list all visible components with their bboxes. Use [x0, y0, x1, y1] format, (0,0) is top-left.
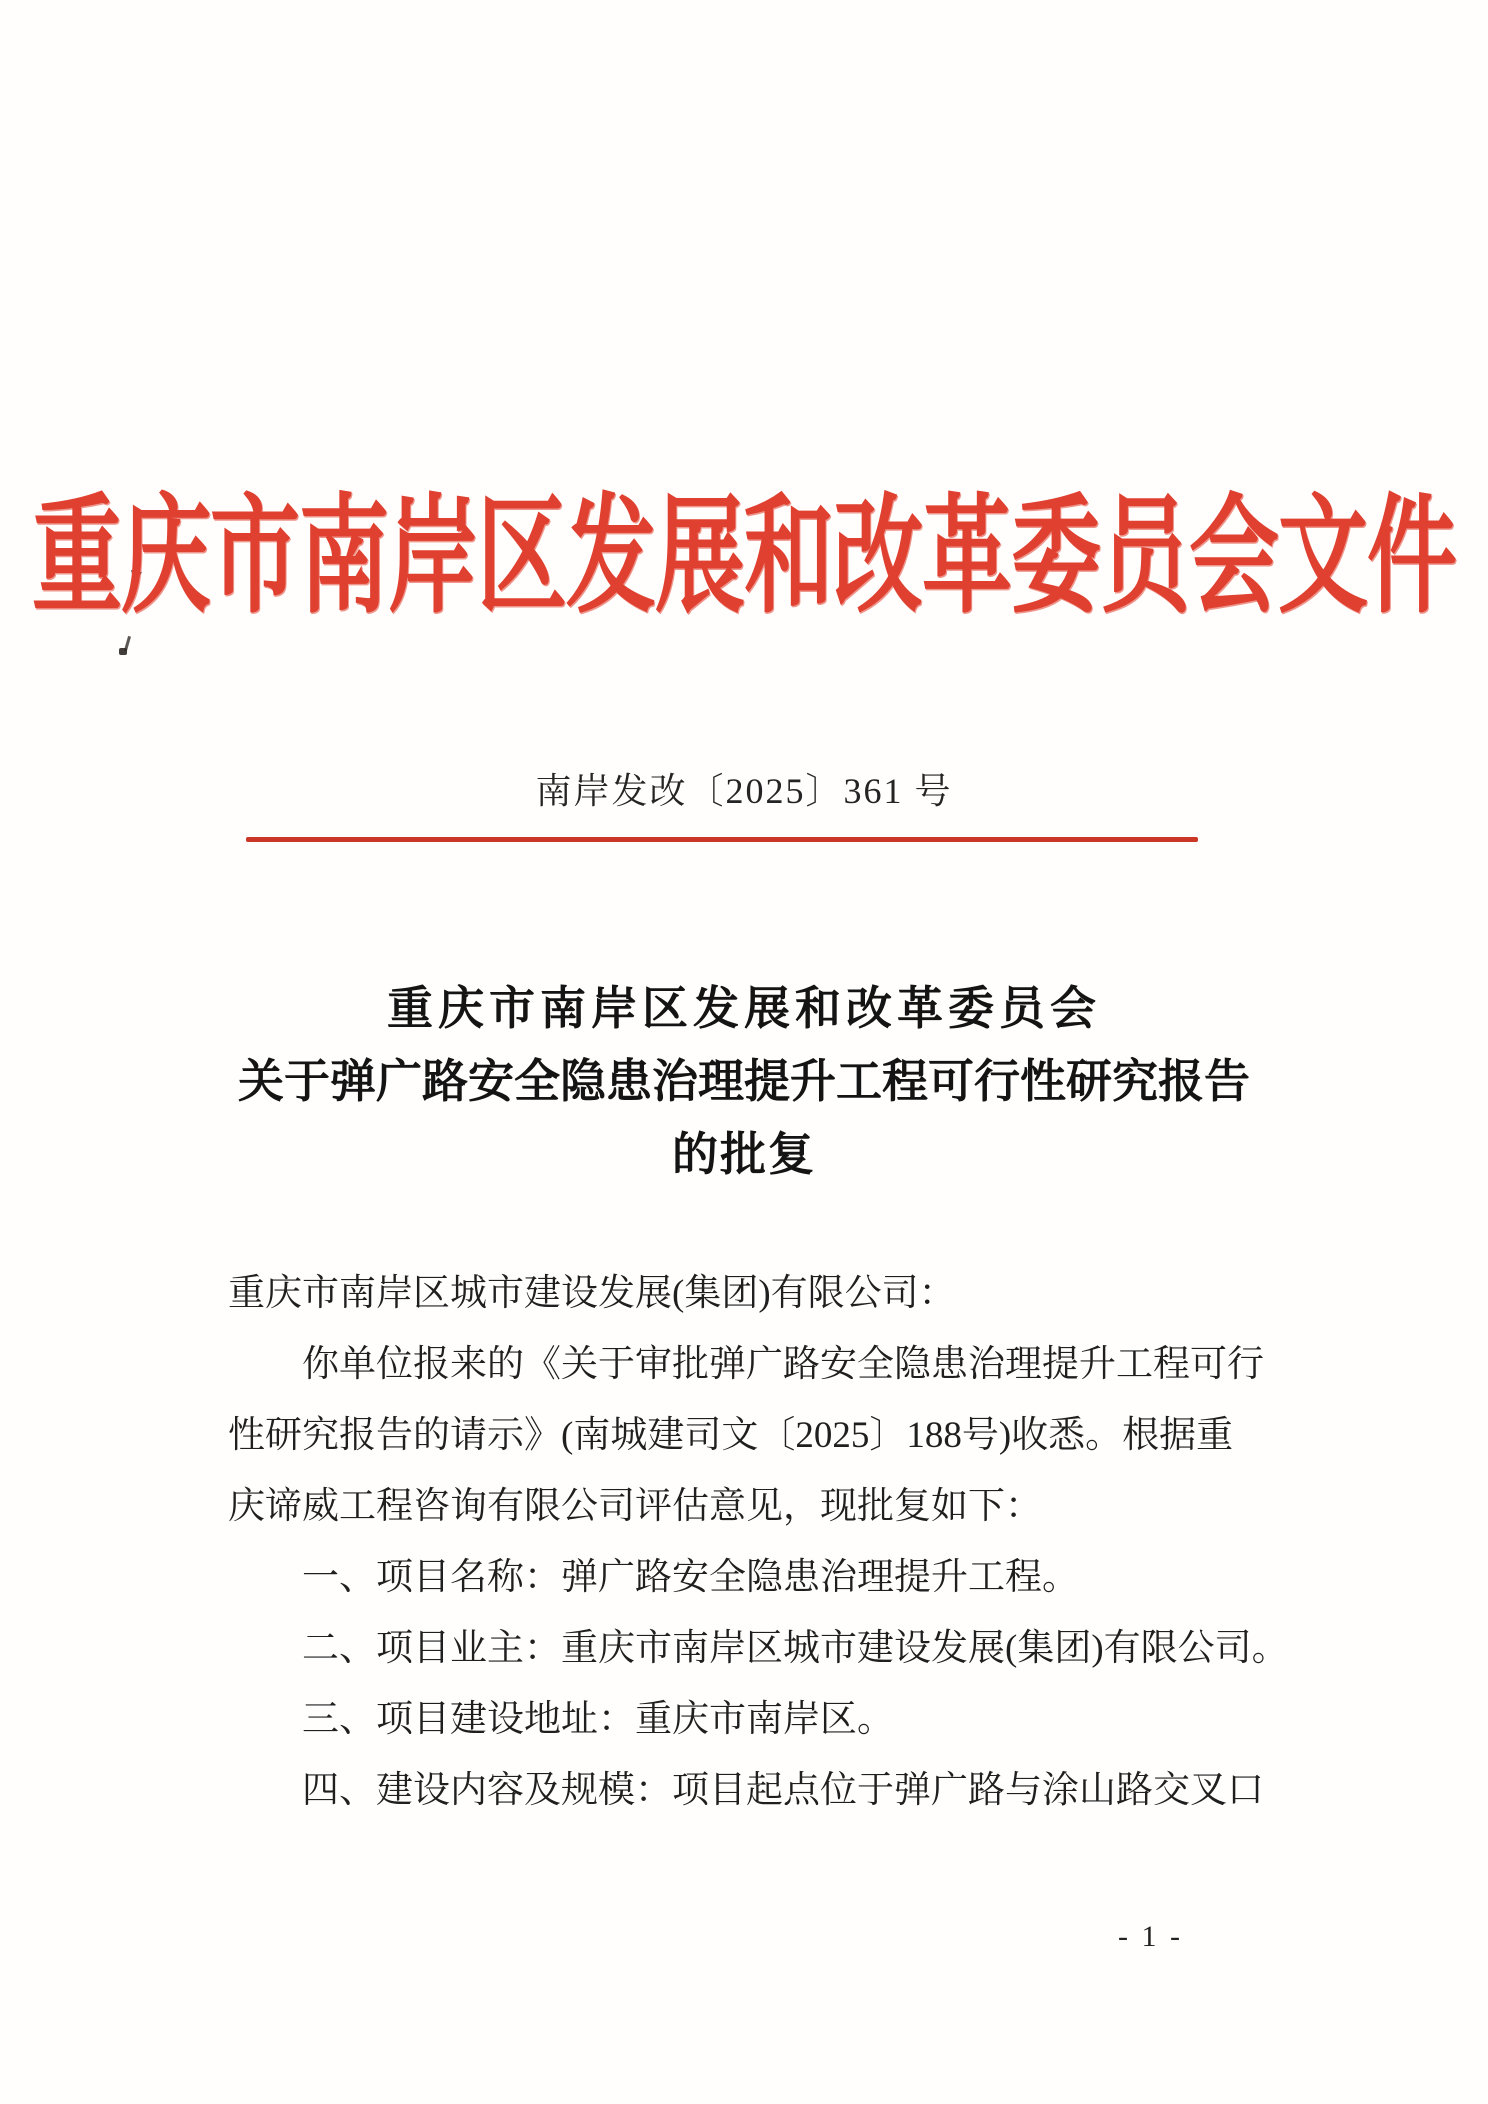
red-separator-rule [246, 837, 1198, 842]
document-title [0, 972, 1488, 1191]
body-line-item-1: 一、项目名称：弹广路安全隐患治理提升工程。 [302, 1557, 1079, 1598]
red-header-banner: 重庆市南岸区发展和改革委员会文件 [32, 480, 1456, 632]
document-reference-number: 南岸发改〔2025〕361 号 [535, 771, 953, 811]
page-number: - 1 - [1118, 1920, 1183, 1953]
body-line-item-2: 二、项目业主：重庆市南岸区城市建设发展(集团)有限公司。 [302, 1628, 1289, 1669]
body-line: 性研究报告的请示》(南城建司文〔2025〕188号)收悉。根据重 [228, 1415, 1234, 1456]
document-title-line-3: 的批复 [672, 1129, 816, 1180]
scan-speck-icon [119, 648, 127, 655]
body-line: 你单位报来的《关于审批弹广路安全隐患治理提升工程可行 [302, 1344, 1264, 1385]
body-line-item-4: 四、建设内容及规模：项目起点位于弹广路与涂山路交叉口 [302, 1770, 1264, 1811]
body-line-item-3: 三、项目建设地址：重庆市南岸区。 [302, 1699, 894, 1740]
document-body [228, 1258, 1308, 1826]
document-title-line-1: 重庆市南岸区发展和改革委员会 [387, 983, 1101, 1034]
document-title-line-2: 关于弹广路安全隐患治理提升工程可行性研究报告 [238, 1056, 1250, 1107]
body-line: 庆谛威工程咨询有限公司评估意见，现批复如下： [228, 1486, 1042, 1527]
salutation-line: 重庆市南岸区城市建设发展(集团)有限公司： [228, 1273, 956, 1314]
